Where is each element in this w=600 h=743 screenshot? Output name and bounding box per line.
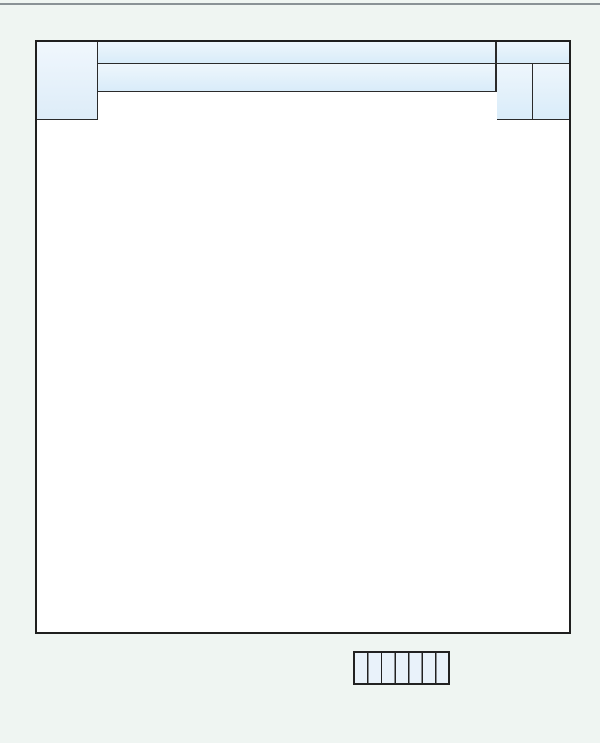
pressure-header (98, 64, 497, 92)
dynamic-header (533, 64, 569, 120)
spec-table (35, 40, 571, 634)
radius-header (497, 42, 569, 64)
dn-column-header (37, 42, 98, 120)
cycles-header (98, 42, 497, 64)
top-rule (0, 3, 600, 5)
legend-no-spec-swatch (353, 651, 450, 685)
static-header (497, 64, 533, 120)
